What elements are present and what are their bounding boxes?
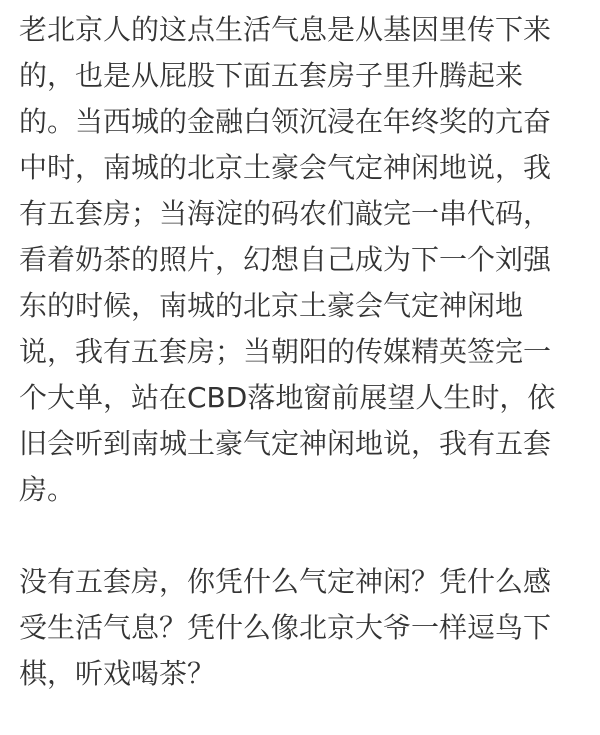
text-line: 受生活气息？凭什么像北京大爷一样逗鸟下 bbox=[19, 611, 552, 644]
text-line: 的。当西城的金融白领沉浸在年终奖的亢奋 bbox=[19, 105, 552, 138]
text-line: 旧会听到南城土豪气定神闲地说，我有五套 bbox=[19, 427, 552, 460]
text-line: 没有五套房，你凭什么气定神闲？凭什么感 bbox=[19, 565, 552, 598]
text-line: 中时，南城的北京土豪会气定神闲地说，我 bbox=[19, 151, 552, 184]
text-line: 说，我有五套房；当朝阳的传媒精英签完一 bbox=[19, 335, 552, 368]
text-line: 有五套房；当海淀的码农们敲完一串代码， bbox=[19, 197, 552, 230]
text-line: 棋，听戏喝茶？ bbox=[19, 657, 216, 690]
text-line: 东的时候，南城的北京土豪会气定神闲地 bbox=[19, 289, 524, 322]
text-line: 看着奶茶的照片，幻想自己成为下一个刘强 bbox=[19, 243, 552, 276]
text-line: 房。 bbox=[19, 473, 76, 506]
text-line: 的，也是从屁股下面五套房子里升腾起来 bbox=[19, 59, 524, 92]
text-line: 老北京人的这点生活气息是从基因里传下来 bbox=[19, 13, 552, 46]
paragraph-spacer bbox=[19, 513, 582, 559]
article-paragraph-1 bbox=[19, 7, 582, 513]
article-paragraph-2 bbox=[19, 559, 582, 697]
text-line: 个大单，站在CBD落地窗前展望人生时，依 bbox=[19, 381, 556, 414]
